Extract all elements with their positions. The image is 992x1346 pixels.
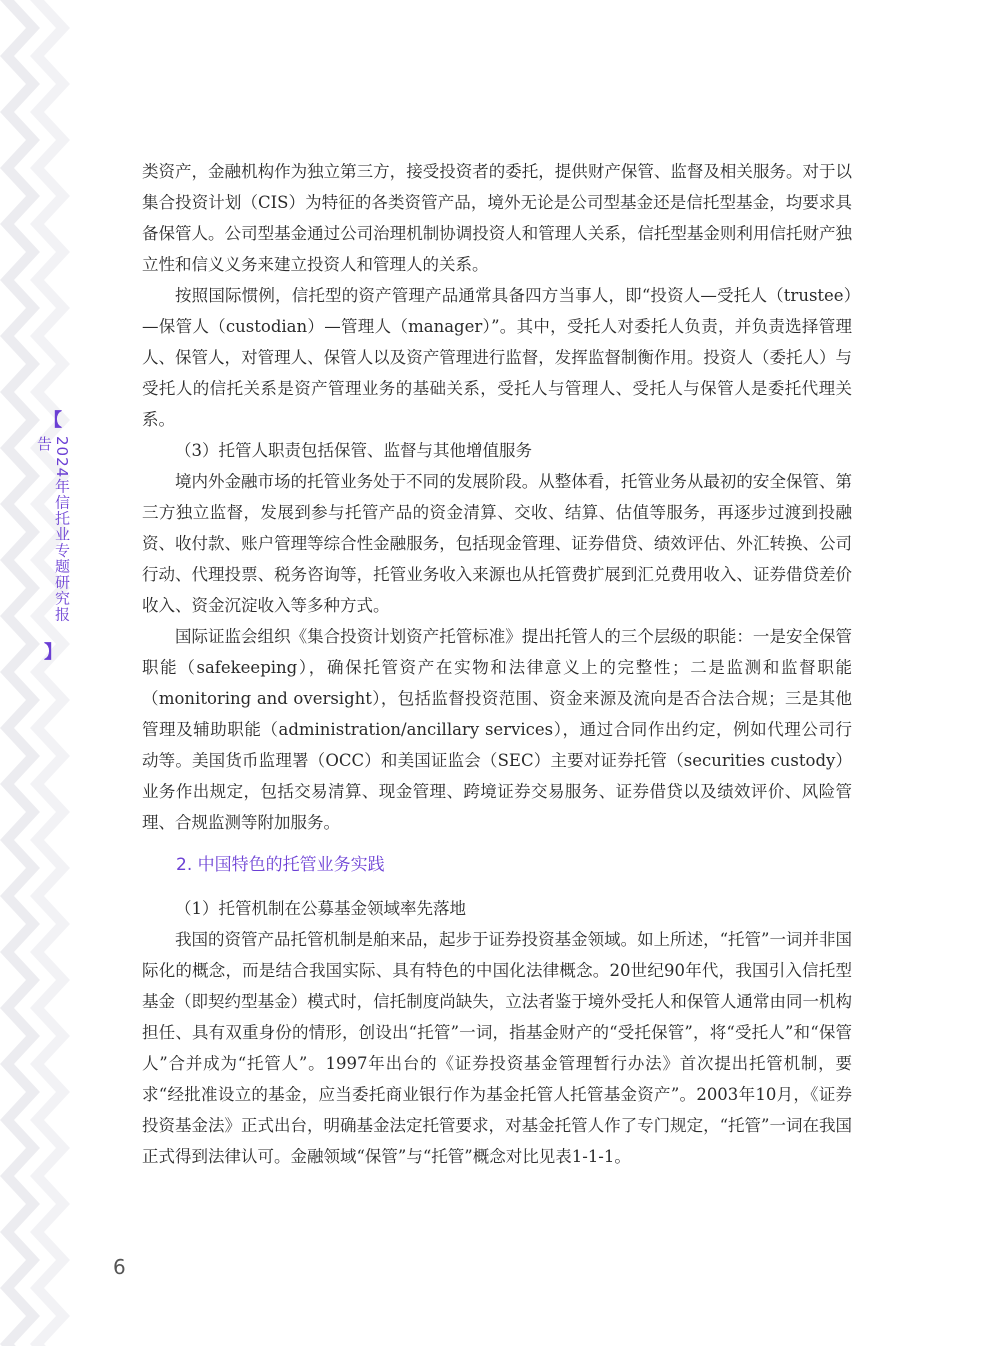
section-heading-china-practice: 2. 中国特色的托管业务实践 bbox=[176, 855, 385, 875]
document-body bbox=[142, 156, 852, 1172]
side-label-text: 2024年信托业专题研究报告 bbox=[35, 436, 71, 623]
paragraph-custody-origin: 我国的资管产品托管机制是舶来品，起步于证券投资基金领域。如上所述，“托管”一词并非国际化的概念，而是结合我国实际、具有特色的中国化法律概念。20世纪90年代，我国引入信托型基金（即契约型基金）模式时，信托制度尚缺失，立法者鉴于境外受托人和保管人通常由同一机构担任、具有双重身份的情形，创设出“托管”一词，指基金财产的“受托保管”，将“受托人”和“保管人”合并成为“托管人”。1997年出台的《证券投资基金管理暂行办法》首次提出托管机制，要求“经批准设立的基金，应当委托商业银行作为基金托管人托管基金资产”。2003年10月，《证券投资基金法》正式出台，明确基金法定托管要求，对基金托管人作了专门规定，“托管”一词在我国正式得到法律认可。金融领域“保管”与“托管”概念对比见表1-1-1。 bbox=[142, 930, 852, 1166]
subheading-custodian-duties: （3）托管人职责包括保管、监督与其他增值服务 bbox=[175, 441, 532, 460]
paragraph-custody-development: 境内外金融市场的托管业务处于不同的发展阶段。从整体看，托管业务从最初的安全保管、第三方独立监督，发展到参与托管产品的资金清算、交收、结算、估值等服务，再逐步过渡到投融资、收付款、账户管理等综合性金融服务，包括现金管理、证券借贷、绩效评估、外汇转换、公司行动、代理投票、税务咨询等，托管业务收入来源也从托管费扩展到汇兑费用收入、证券借贷差价收入、资金沉淀收入等多种方式。 bbox=[142, 472, 852, 615]
subheading-public-fund: （1）托管机制在公募基金领域率先落地 bbox=[175, 899, 466, 918]
paragraph-trust-parties: 按照国际惯例，信托型的资产管理产品通常具备四方当事人，即“投资人—受托人（trustee）—保管人（custodian）—管理人（manager）”。其中，受托人对委托人负责，并负责选择管理人、保管人，对管理人、保管人以及资产管理进行监督，发挥监督制衡作用。投资人（委托人）与受托人的信托关系是资产管理业务的基础关系，受托人与管理人、受托人与保管人是委托代理关系。 bbox=[142, 286, 852, 429]
page-number: 6 bbox=[113, 1255, 126, 1279]
paragraph-continuation: 类资产，金融机构作为独立第三方，接受投资者的委托，提供财产保管、监督及相关服务。对于以集合投资计划（CIS）为特征的各类资管产品，境外无论是公司型基金还是信托型基金，均要求具备保管人。公司型基金通过公司治理机制协调投资人和管理人关系，信托型基金则利用信托财产独立性和信义义务来建立投资人和管理人的关系。 bbox=[142, 162, 852, 274]
decorative-chevron-strip bbox=[0, 0, 70, 1346]
report-side-label bbox=[35, 410, 71, 663]
paragraph-iosco-standards: 国际证监会组织《集合投资计划资产托管标准》提出托管人的三个层级的职能：一是安全保管职能（safekeeping），确保托管资产在实物和法律意义上的完整性；二是监测和监督职能（monitoring and oversight），包括监督投资范围、资金来源及流向是否合法合规；三是其他管理及辅助职能（administration/ancillary services），通过合同作出约定，例如代理公司行动等。美国货币监理署（OCC）和美国证监会（SEC）主要对证券托管（securities custody）业务作出规定，包括交易清算、现金管理、跨境证券交易服务、证券借贷以及绩效评价、风险管理、合规监测等附加服务。 bbox=[142, 627, 852, 832]
side-label-bracket-close: 】 bbox=[44, 642, 62, 663]
side-label-bracket-open: 【 bbox=[44, 410, 62, 431]
